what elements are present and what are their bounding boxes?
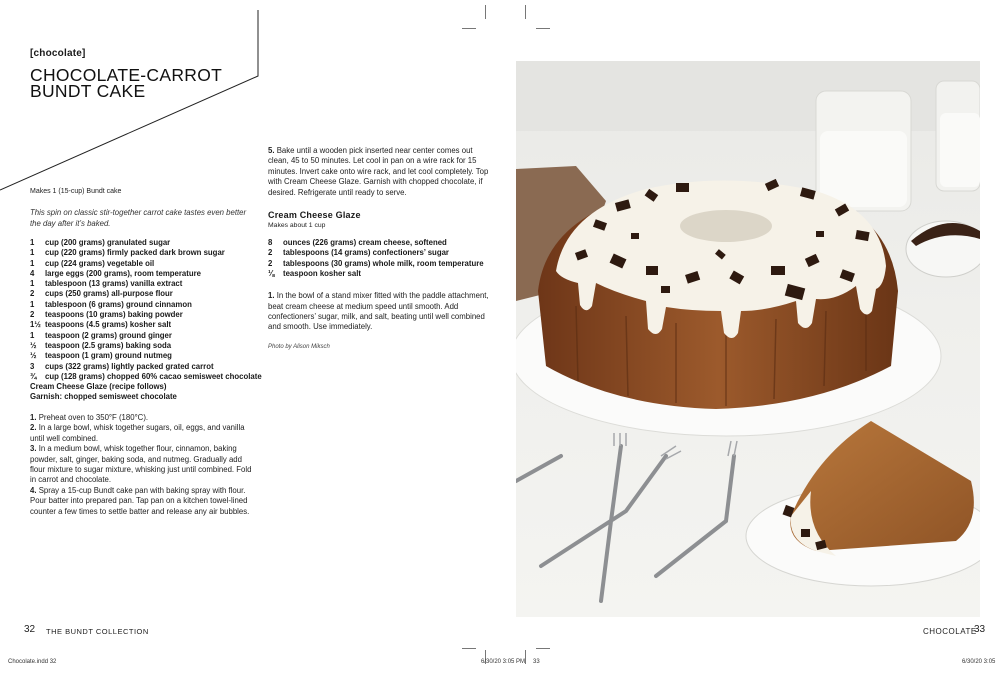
- method-step: 1. Preheat oven to 350°F (180°C).: [30, 413, 149, 422]
- ingredient-row: [30, 300, 255, 310]
- category-label: [chocolate]: [30, 48, 86, 59]
- ingredient-quantity: ⅛: [268, 268, 275, 278]
- page-number-left: 32: [24, 624, 36, 635]
- slug-mid-page: 33: [533, 659, 540, 665]
- ingredient-list: [30, 238, 262, 403]
- ingredient-row: [30, 362, 255, 372]
- ingredient-item: tablespoons (30 grams) whole milk, room temperature: [283, 258, 484, 268]
- ingredient-row: [268, 248, 490, 258]
- method-steps: [30, 413, 258, 517]
- slug-left: Chocolate.indd 32: [8, 659, 57, 665]
- ingredient-quantity: ¾: [30, 371, 37, 381]
- ingredient-item: cup (224 grams) vegetable oil: [45, 258, 155, 268]
- ingredient-item: tablespoon (13 grams) vanilla extract: [45, 279, 183, 289]
- crop-mark: [462, 28, 476, 29]
- ingredient-row: [30, 341, 255, 351]
- running-footer-right: CHOCOLATE: [923, 627, 977, 636]
- ingredient-row: [30, 320, 255, 330]
- ingredient-quantity: 1: [30, 238, 35, 247]
- crop-mark: [536, 28, 550, 29]
- ingredient-quantity: 1: [30, 258, 35, 268]
- ingredient-quantity: ½: [30, 340, 37, 350]
- crop-mark: [536, 648, 550, 649]
- ingredient-quantity: 3: [30, 361, 35, 371]
- ingredient-quantity: 1: [30, 279, 35, 289]
- ingredient-row: [30, 279, 255, 289]
- ingredient-item: tablespoon (6 grams) ground cinnamon: [45, 299, 192, 309]
- crop-mark: [462, 648, 476, 649]
- crop-mark: [485, 5, 486, 19]
- ingredient-quantity: ½: [30, 351, 37, 361]
- ingredient-quantity: 2: [30, 310, 35, 320]
- ingredient-quantity: 1½: [30, 320, 41, 330]
- method-step: 4. Spray a 15-cup Bundt cake pan with baking spray with flour. Pour batter into prepared pan. Tap pan on a kitchen towel-lined counter a few times to settle batter and release any air bubbles.: [30, 485, 250, 516]
- page-number-right: 33: [974, 624, 986, 635]
- ingredient-quantity: 8: [268, 238, 273, 248]
- ingredient-row: [30, 259, 255, 269]
- ingredient-row: [30, 351, 255, 361]
- method-step: 3. In a medium bowl, whisk together flour, cinnamon, baking powder, salt, ginger, baking soda, and nutmeg. Gradually add flour mixture to sugar mixture, whisking just until combined. Fold in carrot and chocolate.: [30, 444, 252, 485]
- ingredient-row: [268, 238, 490, 248]
- ingredient-quantity: 1: [30, 248, 35, 258]
- recipe-intro: This spin on classic stir-together carrot cake tastes even better the day after it’s baked.: [30, 208, 247, 228]
- ingredient-extra: Cream Cheese Glaze (recipe follows): [30, 382, 167, 392]
- ingredient-row: [30, 310, 255, 320]
- ingredient-row: [268, 259, 490, 269]
- ingredient-row: [30, 269, 255, 279]
- ingredient-row: [268, 269, 490, 279]
- ingredient-item: cup (200 grams) granulated sugar: [45, 238, 171, 247]
- ingredient-row: [30, 238, 255, 248]
- glaze-step: 1. In the bowl of a stand mixer fitted with the paddle attachment, beat cream cheese at medium speed until smooth. Add confectioners’ sugar, milk, and salt, beating until well combined and smooth. Use immediately.: [268, 291, 489, 332]
- ingredient-quantity: 2: [30, 289, 35, 299]
- ingredient-item: tablespoons (14 grams) confectioners’ sugar: [283, 248, 449, 258]
- crop-mark: [525, 5, 526, 19]
- running-footer-left: THE BUNDT COLLECTION: [46, 627, 149, 636]
- recipe-title: [30, 67, 222, 99]
- ingredient-row: [30, 371, 262, 382]
- recipe-title-line1: CHOCOLATE-CARROT: [30, 65, 223, 85]
- ingredient-row: [30, 331, 255, 341]
- ingredient-quantity: 2: [268, 258, 273, 268]
- ingredient-item: ounces (226 grams) cream cheese, softened: [283, 238, 447, 248]
- ingredient-quantity: 1: [30, 299, 35, 309]
- method-step: 2. In a large bowl, whisk together sugars, oil, eggs, and vanilla until well combined.: [30, 423, 245, 443]
- photo-credit: Photo by Alison Miksch: [268, 343, 330, 350]
- ingredient-quantity: 2: [268, 248, 273, 258]
- ingredient-row: [30, 289, 255, 299]
- ingredient-item: cup (220 grams) firmly packed dark brown sugar: [45, 248, 225, 258]
- ingredient-quantity: 1: [30, 330, 35, 340]
- glaze-title: Cream Cheese Glaze: [268, 210, 361, 221]
- ingredient-item: teaspoons (10 grams) baking powder: [45, 310, 183, 320]
- crop-mark: [525, 650, 526, 664]
- cake-photo: [516, 61, 980, 617]
- ingredient-item: teaspoon kosher salt: [283, 268, 361, 278]
- ingredient-row: [30, 248, 255, 258]
- ingredient-item: cups (250 grams) all-purpose flour: [45, 289, 173, 299]
- ingredient-item: teaspoon (1 gram) ground nutmeg: [45, 351, 172, 361]
- ingredient-item: teaspoon (2.5 grams) baking soda: [45, 340, 172, 350]
- slug-mid: 6/30/20 3:05 PM: [481, 659, 526, 665]
- ingredient-item: large eggs (200 grams), room temperature: [45, 268, 201, 278]
- slug-right: 6/30/20 3:05: [962, 659, 996, 665]
- glaze-yield: Makes about 1 cup: [268, 222, 326, 230]
- ingredient-extra: Garnish: chopped semisweet chocolate: [30, 392, 177, 402]
- recipe-title-line2: BUNDT CAKE: [30, 81, 146, 101]
- ingredient-quantity: 4: [30, 268, 35, 278]
- recipe-yield: Makes 1 (15-cup) Bundt cake: [30, 188, 122, 195]
- ingredient-item: cups (322 grams) lightly packed grated carrot: [45, 361, 214, 371]
- ingredient-item: teaspoons (4.5 grams) kosher salt: [45, 320, 172, 330]
- second-column: [268, 146, 490, 350]
- ingredient-item: teaspoon (2 grams) ground ginger: [45, 330, 172, 340]
- ingredient-item: cup (128 grams) chopped 60% cacao semisweet chocolate: [45, 371, 262, 381]
- glaze-ingredient-list: [268, 238, 490, 279]
- method-step: 5. Bake until a wooden pick inserted near center comes out clean, 45 to 50 minutes. Let cool in pan on a wire rack for 15 minutes. Invert cake onto wire rack, and let cool completely. Top with Cream Cheese Glaze. Garnish with chopped chocolate, if desired. Refrigerate until ready to serve.: [268, 146, 489, 197]
